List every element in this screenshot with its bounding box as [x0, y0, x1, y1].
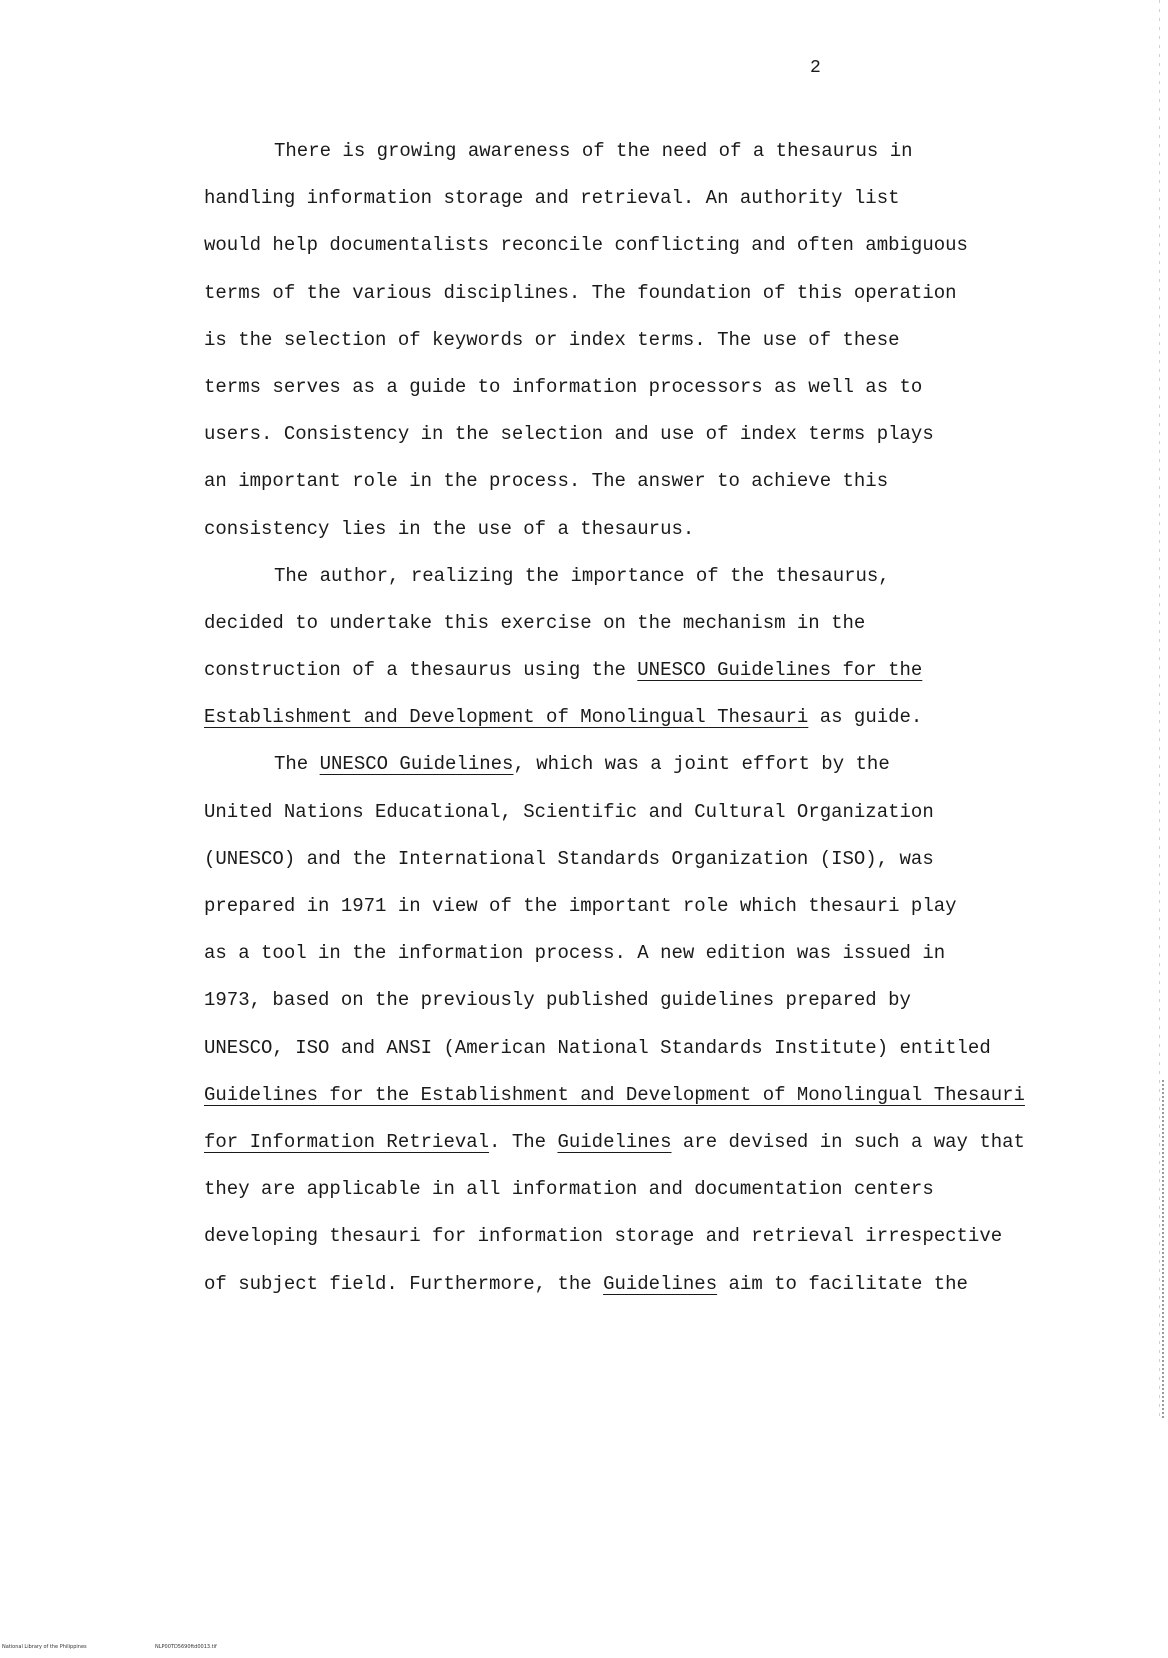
- footer-library-name: National Library of the Philippines: [2, 1644, 87, 1650]
- text-line: [204, 694, 1104, 741]
- text-line: [204, 317, 1104, 364]
- text-segment: are devised in such a way that: [671, 1130, 1025, 1153]
- underlined-title: Guidelines: [603, 1272, 718, 1295]
- text-line: [204, 789, 1104, 836]
- text-segment: developing thesauri for information storage and retrieval irrespective: [204, 1225, 1003, 1248]
- text-line: [204, 175, 1104, 222]
- text-segment: . The: [489, 1130, 558, 1153]
- underlined-title: for Information Retrieval: [204, 1130, 490, 1153]
- text-segment: United Nations Educational, Scientific and Cultural Organization: [204, 800, 934, 823]
- text-segment: would help documentalists reconcile conflicting and often ambiguous: [204, 234, 968, 257]
- text-line: [204, 1261, 1104, 1308]
- underlined-title: Guidelines: [557, 1130, 672, 1153]
- text-line: [204, 600, 1104, 647]
- text-segment: The: [274, 753, 320, 776]
- text-segment: UNESCO, ISO and ANSI (American National Standards Institute) entitled: [204, 1036, 991, 1059]
- text-line: [204, 977, 1104, 1024]
- text-line: [204, 930, 1104, 977]
- page-number: 2: [810, 58, 821, 78]
- scan-edge-mark: [1159, 0, 1160, 1420]
- text-segment: construction of a thesaurus using the: [204, 659, 638, 682]
- text-segment: consistency lies in the use of a thesaurus.: [204, 517, 695, 540]
- underlined-title: Guidelines for the Establishment and Development of Monolingual Thesauri: [204, 1083, 1025, 1106]
- text-segment: they are applicable in all information and documentation centers: [204, 1178, 934, 1201]
- text-segment: aim to facilitate the: [717, 1272, 968, 1295]
- text-segment: of subject field. Furthermore, the: [204, 1272, 604, 1295]
- text-line: [204, 883, 1104, 930]
- text-segment: (UNESCO) and the International Standards Organization (ISO), was: [204, 847, 934, 870]
- text-segment: terms of the various disciplines. The foundation of this operation: [204, 281, 957, 304]
- text-line: [204, 222, 1104, 269]
- underlined-title: Establishment and Development of Monolingual Thesauri: [204, 706, 809, 729]
- text-line: [204, 1213, 1104, 1260]
- text-line: [204, 1119, 1104, 1166]
- text-line: [204, 364, 1104, 411]
- text-line: [204, 128, 1104, 175]
- body-text: [204, 128, 1104, 1308]
- text-segment: is the selection of keywords or index terms. The use of these: [204, 328, 900, 351]
- text-line: [204, 506, 1104, 553]
- scan-edge-mark: [1162, 1080, 1164, 1420]
- text-line: [204, 458, 1104, 505]
- text-line: [204, 270, 1104, 317]
- underlined-title: UNESCO Guidelines: [319, 753, 514, 776]
- text-segment: terms serves as a guide to information processors as well as to: [204, 375, 923, 398]
- text-segment: an important role in the process. The answer to achieve this: [204, 470, 889, 493]
- text-line: [204, 553, 1104, 600]
- text-line: [204, 1072, 1104, 1119]
- text-segment: as a tool in the information process. A new edition was issued in: [204, 942, 946, 965]
- text-segment: There is growing awareness of the need of a thesaurus in: [274, 140, 913, 162]
- text-segment: handling information storage and retrieval. An authority list: [204, 187, 900, 210]
- text-line: [204, 647, 1104, 694]
- text-segment: , which was a joint effort by the: [513, 753, 890, 776]
- text-line: [204, 836, 1104, 883]
- text-segment: decided to undertake this exercise on the mechanism in the: [204, 611, 866, 634]
- text-segment: prepared in 1971 in view of the important role which thesauri play: [204, 895, 957, 917]
- underlined-title: UNESCO Guidelines for the: [637, 659, 923, 682]
- text-line: [204, 1166, 1104, 1213]
- text-line: [204, 411, 1104, 458]
- text-line: [204, 741, 1104, 788]
- footer-file-name: NLP00TD5690ftd0013.tif: [155, 1644, 217, 1650]
- text-segment: The author, realizing the importance of the thesaurus,: [274, 564, 890, 587]
- text-line: [204, 1025, 1104, 1072]
- text-segment: users. Consistency in the selection and use of index terms plays: [204, 423, 934, 446]
- text-segment: 1973, based on the previously published guidelines prepared by: [204, 989, 911, 1012]
- text-segment: as guide.: [808, 706, 923, 729]
